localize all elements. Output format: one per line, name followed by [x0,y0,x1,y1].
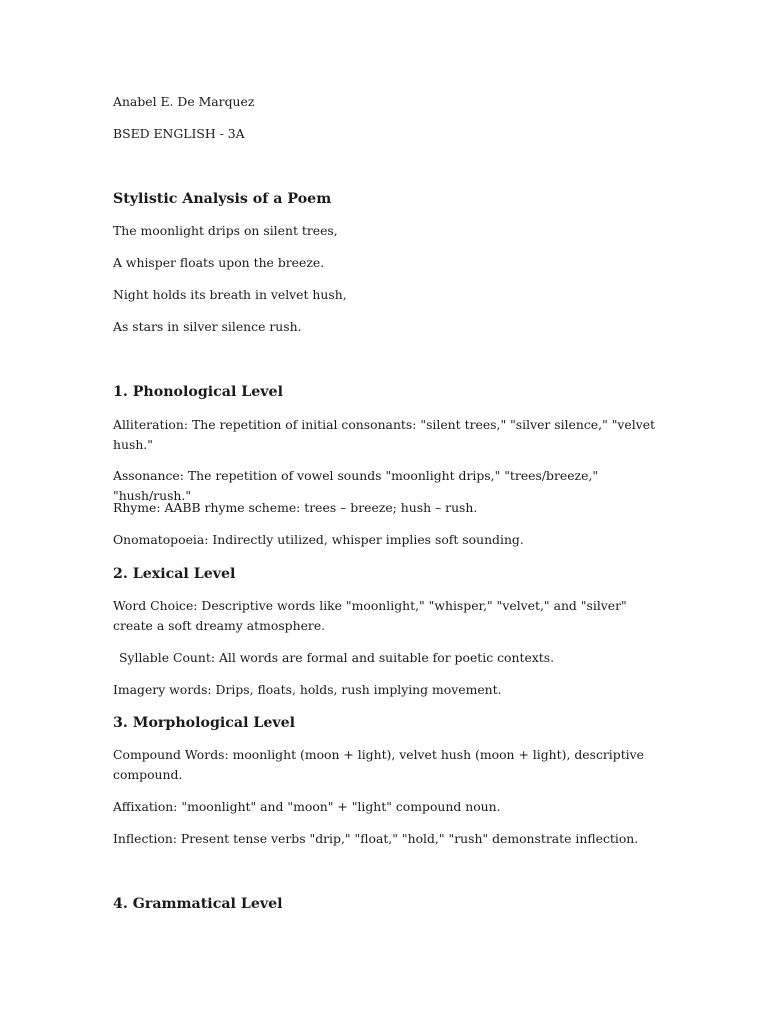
morphological-affixation: Affixation: "moonlight" and "moon" + "light" compound noun. [113,799,501,814]
section-heading-morphological: 3. Morphological Level [113,715,296,731]
morphological-compound-words: Compound Words: moonlight (moon + light), velvet hush (moon + light), descriptive compound. [113,747,644,782]
poem-line-3: Night holds its breath in velvet hush, [113,287,347,302]
poem-line-1: The moonlight drips on silent trees, [113,223,338,238]
phonological-alliteration: Alliteration: The repetition of initial consonants: "silent trees," "silver silence," "velvet hush." [113,417,656,452]
section-heading-lexical: 2. Lexical Level [113,566,236,582]
phonological-rhyme: Rhyme: AABB rhyme scheme: trees – breeze; hush – rush. [113,500,478,515]
poem-line-2: A whisper floats upon the breeze. [113,255,325,270]
lexical-syllable-count: Syllable Count: All words are formal and suitable for poetic contexts. [119,650,555,665]
lexical-word-choice: Word Choice: Descriptive words like "moonlight," "whisper," "velvet," and "silver" create a soft dreamy atmosphere. [113,598,627,633]
phonological-assonance: Assonance: The repetition of vowel sounds "moonlight drips," "trees/breeze," "hush/rush." [113,468,599,503]
section-heading-phonological: 1. Phonological Level [113,384,283,400]
phonological-onomatopoeia: Onomatopoeia: Indirectly utilized, whisper implies soft sounding. [113,532,524,547]
course-section: BSED ENGLISH - 3A [113,126,245,141]
author-name: Anabel E. De Marquez [113,94,255,109]
morphological-inflection: Inflection: Present tense verbs "drip," "float," "hold," "rush" demonstrate inflection. [113,831,639,846]
lexical-imagery: Imagery words: Drips, floats, holds, rush implying movement. [113,682,502,697]
section-heading-grammatical: 4. Grammatical Level [113,896,283,912]
poem-line-4: As stars in silver silence rush. [113,319,302,334]
document-title: Stylistic Analysis of a Poem [113,191,332,207]
